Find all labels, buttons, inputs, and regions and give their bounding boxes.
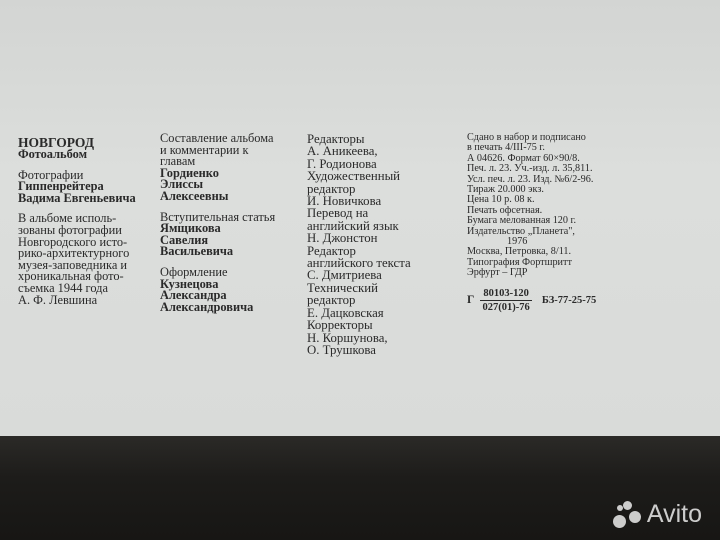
note-line: А. Ф. Левшина — [18, 292, 98, 307]
editors-line: Художественный — [307, 169, 401, 184]
compiled-by: Алексеевны — [160, 188, 229, 203]
catalog-code-fraction — [480, 288, 532, 313]
compiled-label: главам — [160, 154, 196, 169]
intro-label: Вступительная статья — [160, 209, 276, 224]
imprint-line: Москва, Петровка, 8/11. — [467, 246, 572, 258]
compiled-by: Гордиенко — [160, 165, 219, 180]
imprint-line: А 04626. Формат 60×90/8. — [467, 152, 580, 164]
catalog-code-denominator: 027(01)-76 — [482, 301, 530, 313]
catalog-code-suffix: БЗ-77-25-75 — [541, 294, 597, 306]
intro-by: Васильевича — [160, 244, 234, 259]
imprint-line: Бумага мелованная 120 г. — [467, 215, 577, 227]
design-label: Оформление — [160, 264, 228, 279]
catalog-code — [467, 288, 596, 313]
catalog-code-numerator: 80103-120 — [480, 288, 532, 301]
note-line: В альбоме исполь- — [18, 211, 117, 226]
editors-line: И. Новичкова — [307, 194, 382, 209]
editors-line: С. Дмитриева — [307, 268, 382, 283]
authors-column — [160, 133, 275, 313]
note-line: съемка 1944 года — [18, 280, 108, 295]
editors-line: А. Аникеева, — [307, 144, 378, 159]
editors-line: Редакторы — [307, 132, 365, 146]
editors-line: О. Трушкова — [307, 342, 376, 357]
editors-line: Е. Дацковская — [307, 305, 384, 320]
imprint-line: Типография Фортшритт — [467, 256, 572, 268]
catalog-code-letter: Г — [467, 294, 475, 307]
imprint-line: Усл. печ. л. 23. Изд. №6/2-96. — [467, 173, 594, 185]
imprint-line: Цена 10 р. 08 к. — [467, 194, 535, 206]
imprint-line: 1976 — [507, 236, 528, 248]
editors-line: Технический — [307, 280, 378, 295]
imprint-line: Печать офсетная. — [467, 204, 543, 216]
design-by: Александровича — [160, 299, 254, 314]
editors-line: редактор — [307, 293, 356, 308]
book-subtitle: Фотоальбом — [18, 147, 88, 161]
photographer-line: Вадима Евгеньевича — [18, 190, 136, 205]
note-line: Новгородского исто- — [18, 234, 128, 249]
avito-watermark — [613, 500, 702, 529]
imprint-column — [467, 133, 596, 313]
intro-by: Ямщикова — [160, 221, 221, 236]
editors-line: Г. Родионова — [307, 156, 377, 171]
design-by: Кузнецова — [160, 276, 219, 291]
note-line: музея-заповедника и — [18, 257, 128, 272]
editors-line: английский язык — [307, 218, 399, 233]
design-by: Александра — [160, 288, 227, 303]
compiled-label: и комментарии к — [160, 142, 249, 157]
compiled-by: Элиссы — [160, 177, 204, 192]
editors-line: редактор — [307, 181, 356, 196]
imprint-line: Издательство „Планета", — [467, 225, 575, 237]
editors-column — [307, 133, 411, 356]
imprint-line: в печать 4/III-75 г. — [467, 142, 545, 154]
photographer-line: Гиппенрейтера — [18, 179, 104, 194]
avito-watermark-text: Avito — [646, 500, 702, 528]
imprint-line: Эрфурт – ГДР — [467, 267, 528, 279]
editors-line: Корректоры — [307, 318, 373, 333]
note-line: хроникальная фото- — [18, 269, 124, 284]
editors-line: Редактор — [307, 243, 356, 258]
imprint-line: Печ. л. 23. Уч.-изд. л. 35,811. — [467, 163, 593, 175]
note-line: рико-архитектурного — [18, 246, 130, 261]
note-line: зованы фотографии — [18, 222, 122, 237]
avito-logo-icon — [613, 501, 641, 529]
photos-label: Фотографии — [18, 167, 84, 182]
imprint-line: Тираж 20.000 экз. — [467, 184, 544, 196]
editors-line: Н. Коршунова, — [307, 330, 388, 345]
editors-line: Н. Джонстон — [307, 231, 378, 246]
editors-line: Перевод на — [307, 206, 369, 221]
compiled-label: Составление альбома — [160, 131, 274, 145]
intro-by: Савелия — [160, 232, 209, 247]
title-column — [18, 136, 136, 306]
imprint-line: Сдано в набор и подписано — [467, 132, 586, 143]
editors-line: английского текста — [307, 256, 411, 271]
book-title: НОВГОРОД — [18, 135, 95, 150]
